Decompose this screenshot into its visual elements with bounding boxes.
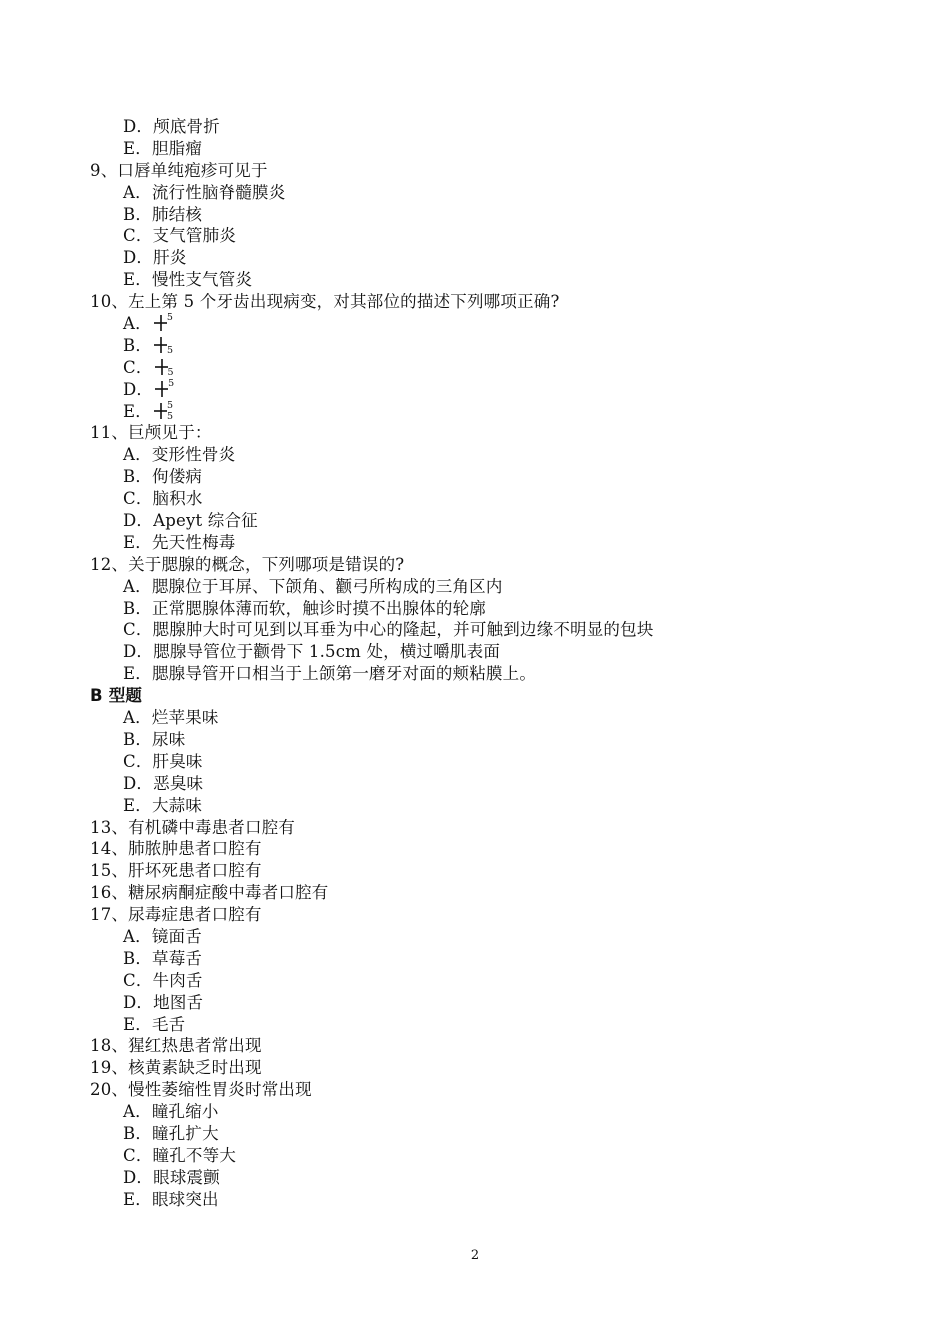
tooth-chart-icon bbox=[154, 336, 176, 354]
option-line: D．颅底骨折 bbox=[123, 117, 220, 136]
option-line: D．眼球震颤 bbox=[123, 1167, 220, 1187]
tooth-option bbox=[90, 401, 910, 423]
option-line: D．Apeyt 综合征 bbox=[123, 511, 258, 531]
option-line: D．地图舌 bbox=[123, 992, 204, 1012]
option-line: E．毛舌 bbox=[123, 1014, 186, 1034]
option-line: A．流行性脑脊髓膜炎 bbox=[123, 182, 286, 202]
tooth-chart-icon bbox=[155, 358, 177, 376]
question-16: 16、糖尿病酮症酸中毒者口腔有 bbox=[90, 883, 329, 903]
option-line: A．镜面舌 bbox=[123, 926, 202, 946]
option-prefix: D． bbox=[123, 379, 154, 399]
question-11: 11、巨颅见于： bbox=[90, 423, 212, 443]
option-line: E．胆脂瘤 bbox=[123, 138, 203, 158]
option-prefix: A． bbox=[123, 314, 152, 334]
option-line: C．腮腺肿大时可见到以耳垂为中心的隆起，并可触到边缘不明显的包块 bbox=[123, 620, 654, 640]
page-number: 2 bbox=[470, 1248, 480, 1263]
question-15: 15、肝坏死患者口腔有 bbox=[90, 861, 262, 881]
tooth-chart-icon bbox=[154, 314, 176, 332]
question-13: 13、有机磷中毒患者口腔有 bbox=[90, 817, 296, 837]
option-line: D．肝炎 bbox=[123, 248, 187, 268]
option-line: B．肺结核 bbox=[123, 204, 203, 224]
option-line: C．牛肉舌 bbox=[123, 970, 203, 990]
option-line: A．变形性骨炎 bbox=[123, 445, 236, 465]
option-line: C．瞳孔不等大 bbox=[123, 1145, 237, 1165]
option-line: B．佝偻病 bbox=[123, 467, 203, 487]
option-line: C．肝臭味 bbox=[123, 751, 203, 771]
option-line: D．恶臭味 bbox=[123, 773, 204, 793]
tooth-lower-number: 5 bbox=[167, 344, 174, 356]
tooth-option bbox=[90, 379, 910, 401]
tooth-chart-icon bbox=[155, 377, 177, 398]
option-line: B．尿味 bbox=[123, 729, 186, 749]
option-line: C．支气管肺炎 bbox=[123, 226, 237, 246]
option-line: C．脑积水 bbox=[123, 489, 203, 509]
question-14: 14、肺脓肿患者口腔有 bbox=[90, 839, 262, 859]
section-heading: B 型题 bbox=[90, 686, 143, 706]
option-line: B．草莓舌 bbox=[123, 948, 203, 968]
tooth-lower-number: 5 bbox=[166, 410, 174, 422]
tooth-option bbox=[90, 335, 910, 357]
tooth-upper-number: 5 bbox=[166, 399, 174, 411]
option-line: E．大蒜味 bbox=[123, 795, 203, 815]
question-17: 17、尿毒症患者口腔有 bbox=[90, 905, 262, 925]
question-10: 10、左上第 5 个牙齿出现病变，对其部位的描述下列哪项正确? bbox=[90, 292, 560, 312]
tooth-upper-number: 5 bbox=[166, 312, 174, 324]
tooth-option bbox=[90, 313, 910, 335]
option-line: E．先天性梅毒 bbox=[123, 532, 236, 552]
tooth-upper-number: 5 bbox=[168, 377, 175, 389]
question-9: 9、口唇单纯疱疹可见于 bbox=[90, 160, 268, 180]
option-line: B．正常腮腺体薄而软，触诊时摸不出腺体的轮廓 bbox=[123, 598, 487, 618]
option-line: E．慢性支气管炎 bbox=[123, 270, 253, 290]
question-list bbox=[90, 116, 910, 1211]
question-12: 12、关于腮腺的概念，下列哪项是错误的? bbox=[90, 554, 405, 574]
option-prefix: B． bbox=[123, 335, 153, 355]
option-line: E．眼球突出 bbox=[123, 1189, 219, 1209]
option-line: A．烂苹果味 bbox=[123, 708, 219, 728]
question-18: 18、猩红热患者常出现 bbox=[90, 1036, 262, 1056]
option-line: B．瞳孔扩大 bbox=[123, 1123, 219, 1143]
option-line: E．腮腺导管开口相当于上颌第一磨牙对面的颊粘膜上。 bbox=[123, 664, 537, 684]
tooth-lower-number: 5 bbox=[167, 366, 174, 378]
option-prefix: E． bbox=[123, 401, 152, 421]
question-20: 20、慢性萎缩性胃炎时常出现 bbox=[90, 1080, 312, 1100]
tooth-option bbox=[90, 357, 910, 379]
option-prefix: C． bbox=[123, 357, 153, 377]
tooth-chart-icon bbox=[154, 399, 176, 422]
option-line: A．腮腺位于耳屏、下颌角、颧弓所构成的三角区内 bbox=[123, 576, 503, 596]
question-19: 19、核黄素缺乏时出现 bbox=[90, 1058, 262, 1078]
option-line: D．腮腺导管位于颧骨下 1.5cm 处，横过嚼肌表面 bbox=[123, 642, 501, 662]
option-line: A．瞳孔缩小 bbox=[123, 1102, 219, 1122]
